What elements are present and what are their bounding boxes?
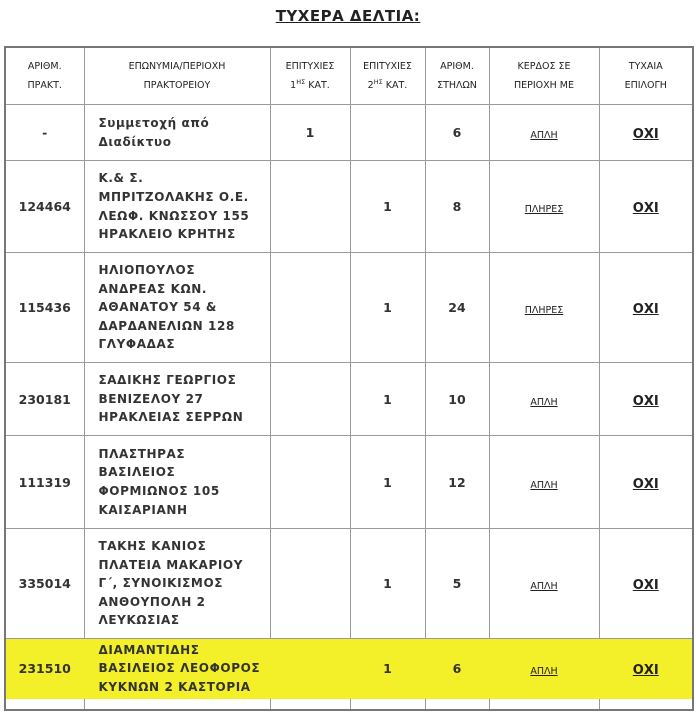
agency-name-line: ΒΑΣΙΛΕΙΟΣ — [98, 465, 176, 480]
agency-number-cell: 335014 — [5, 529, 84, 639]
win-area-cell — [489, 105, 599, 161]
winning-tickets-table — [4, 46, 694, 711]
agency-name-line: Συμμετοχή από — [98, 115, 210, 130]
first-category-cell — [270, 363, 350, 436]
columns-count-cell: 6 — [425, 639, 489, 699]
second-category-cell: 1 — [350, 436, 425, 529]
columns-count-cell: 12 — [425, 436, 489, 529]
win-area-link[interactable]: ΠΛΗΡΕΣ — [524, 305, 564, 316]
spacer-cell — [599, 699, 693, 711]
header-win-area: ΚΕΡΔΟΣ ΣΕ ΠΕΡΙΟΧΗ ΜΕ — [489, 47, 599, 105]
spacer-cell — [425, 699, 489, 711]
agency-number-cell: 230181 — [5, 363, 84, 436]
agency-name-line: ΠΛΑΣΤΗΡΑΣ — [98, 446, 186, 461]
win-area-link[interactable]: ΑΠΛΗ — [530, 666, 558, 677]
second-category-cell: 1 — [350, 529, 425, 639]
columns-count-cell: 5 — [425, 529, 489, 639]
win-area-cell — [489, 363, 599, 436]
spacer-cell — [350, 699, 425, 711]
agency-name-cell — [84, 105, 270, 161]
agency-name-line: ΗΡΑΚΛΕΙΟ ΚΡΗΤΗΣ — [98, 227, 236, 242]
spacer-cell — [84, 699, 270, 711]
agency-name-line: ΒΕΝΙΖΕΛΟΥ 27 — [98, 391, 204, 406]
agency-name-line: ΛΕΩΦ. ΚΝΩΣΣΟΥ 155 — [98, 208, 250, 223]
table-row — [5, 105, 693, 161]
second-category-cell: 1 — [350, 161, 425, 253]
page-title: ΤΥΧΕΡΑ ΔΕΛΤΙΑ: — [275, 7, 421, 25]
header-columns-count: ΑΡΙΘΜ. ΣΤΗΛΩΝ — [425, 47, 489, 105]
agency-name-line: ΣΑΔΙΚΗΣ ΓΕΩΡΓΙΟΣ — [98, 373, 237, 388]
first-category-cell — [270, 253, 350, 363]
random-pick-link[interactable]: ΟΧΙ — [632, 201, 659, 216]
agency-number-cell: 111319 — [5, 436, 84, 529]
second-category-cell: 1 — [350, 639, 425, 699]
columns-count-cell: 8 — [425, 161, 489, 253]
agency-name-line: ΗΛΙΟΠΟΥΛΟΣ — [98, 263, 196, 278]
table-row — [5, 253, 693, 363]
random-pick-link[interactable]: ΟΧΙ — [632, 663, 659, 678]
win-area-cell — [489, 639, 599, 699]
win-area-link[interactable]: ΑΠΛΗ — [530, 396, 558, 408]
agency-name-cell — [84, 436, 270, 529]
agency-name-line: Κ.& Σ. — [98, 171, 144, 186]
agency-name-line: ΑΝΘΟΥΠΟΛΗ 2 — [98, 594, 206, 609]
first-category-cell — [270, 436, 350, 529]
table-row — [5, 436, 693, 529]
table-bottom-spacer — [5, 699, 693, 711]
first-category-cell — [270, 529, 350, 639]
win-area-cell — [489, 436, 599, 529]
table-header-row — [5, 47, 693, 105]
agency-name-cell — [84, 363, 270, 436]
random-pick-link[interactable]: ΟΧΙ — [632, 393, 659, 409]
agency-name-cell — [84, 639, 270, 699]
random-pick-cell — [599, 253, 693, 363]
win-area-link[interactable]: ΑΠΛΗ — [530, 130, 558, 141]
win-area-cell — [489, 161, 599, 253]
agency-number-cell: - — [5, 105, 84, 161]
header-agency-no: ΑΡΙΘΜ. ΠΡΑΚΤ. — [5, 47, 84, 105]
agency-name-line: ΚΥΚΝΩΝ 2 ΚΑΣΤΟΡΙΑ — [98, 679, 251, 694]
agency-number-cell: 231510 — [5, 639, 84, 699]
columns-count-cell: 24 — [425, 253, 489, 363]
table-row — [5, 529, 693, 639]
second-category-cell — [350, 105, 425, 161]
agency-name-line: ΠΛΑΤΕΙΑ ΜΑΚΑΡΙΟΥ — [98, 557, 243, 572]
agency-name-line: Γ΄, ΣΥΝΟΙΚΙΣΜΟΣ — [98, 576, 224, 591]
win-area-link[interactable]: ΑΠΛΗ — [530, 581, 558, 592]
win-area-link[interactable]: ΑΠΛΗ — [530, 479, 558, 491]
agency-name-line: ΓΛΥΦΑΔΑΣ — [98, 337, 176, 352]
table-row — [5, 161, 693, 253]
random-pick-cell — [599, 529, 693, 639]
random-pick-cell — [599, 363, 693, 436]
agency-name-line: ΑΘΑΝΑΤΟΥ 54 & — [98, 300, 218, 315]
random-pick-link[interactable]: ΟΧΙ — [632, 578, 659, 593]
agency-name-line: ΔΙΑΜΑΝΤΙΔΗΣ — [98, 642, 200, 657]
first-category-cell — [270, 161, 350, 253]
table-row — [5, 363, 693, 436]
agency-name-cell — [84, 529, 270, 639]
agency-name-line: ΦΟΡΜΙΩΝΟΣ 105 — [98, 484, 220, 498]
random-pick-cell — [599, 436, 693, 529]
table-row — [5, 639, 693, 699]
columns-count-cell: 6 — [425, 105, 489, 161]
agency-number-cell: 124464 — [5, 161, 84, 253]
win-area-cell — [489, 529, 599, 639]
agency-name-cell — [84, 253, 270, 363]
agency-number-cell: 115436 — [5, 253, 84, 363]
second-category-cell: 1 — [350, 363, 425, 436]
win-area-cell — [489, 253, 599, 363]
header-random-pick: ΤΥΧΑΙΑ ΕΠΙΛΟΓΗ — [599, 47, 693, 105]
agency-name-line: Διαδίκτυο — [98, 134, 172, 149]
agency-name-line: ΚΑΙΣΑΡΙΑΝΗ — [98, 502, 188, 517]
agency-name-line: ΑΝΔΡΕΑΣ ΚΩΝ. — [98, 281, 208, 296]
header-second-category: ΕΠΙΤΥΧΙΕΣ $2^{H\Sigma}$ ΚΑΤ. — [350, 47, 425, 105]
header-first-category: ΕΠΙΤΥΧΙΕΣ $1^{H\Sigma}$ ΚΑΤ. — [270, 47, 350, 105]
random-pick-link[interactable]: ΟΧΙ — [632, 302, 659, 317]
spacer-cell — [489, 699, 599, 711]
agency-name-line: ΗΡΑΚΛΕΙΑΣ ΣΕΡΡΩΝ — [98, 410, 244, 425]
random-pick-cell — [599, 161, 693, 253]
agency-name-line: ΛΕΥΚΩΣΙΑΣ — [98, 613, 180, 628]
random-pick-link[interactable]: ΟΧΙ — [632, 127, 659, 142]
random-pick-link[interactable]: ΟΧΙ — [632, 476, 659, 492]
columns-count-cell: 10 — [425, 363, 489, 436]
random-pick-cell — [599, 105, 693, 161]
spacer-cell — [270, 699, 350, 711]
header-agency-name: ΕΠΩΝΥΜΙΑ/ΠΕΡΙΟΧΗ ΠΡΑΚΤΟΡΕΙΟΥ — [84, 47, 270, 105]
win-area-link[interactable]: ΠΛΗΡΕΣ — [524, 204, 564, 215]
agency-name-cell — [84, 161, 270, 253]
agency-name-line: ΒΑΣΙΛΕΙΟΣ ΛΕΟΦΟΡΟΣ — [98, 661, 261, 676]
agency-name-line: ΜΠΡΙΤΖΟΛΑΚΗΣ Ο.Ε. — [98, 189, 249, 204]
agency-name-line: ΤΑΚΗΣ ΚΑΝΙΟΣ — [98, 539, 207, 554]
first-category-cell: 1 — [270, 105, 350, 161]
agency-name-line: ΔΑΡΔΑΝΕΛΙΩΝ 128 — [98, 318, 235, 333]
first-category-cell — [270, 639, 350, 699]
second-category-cell: 1 — [350, 253, 425, 363]
spacer-cell — [5, 699, 84, 711]
random-pick-cell — [599, 639, 693, 699]
